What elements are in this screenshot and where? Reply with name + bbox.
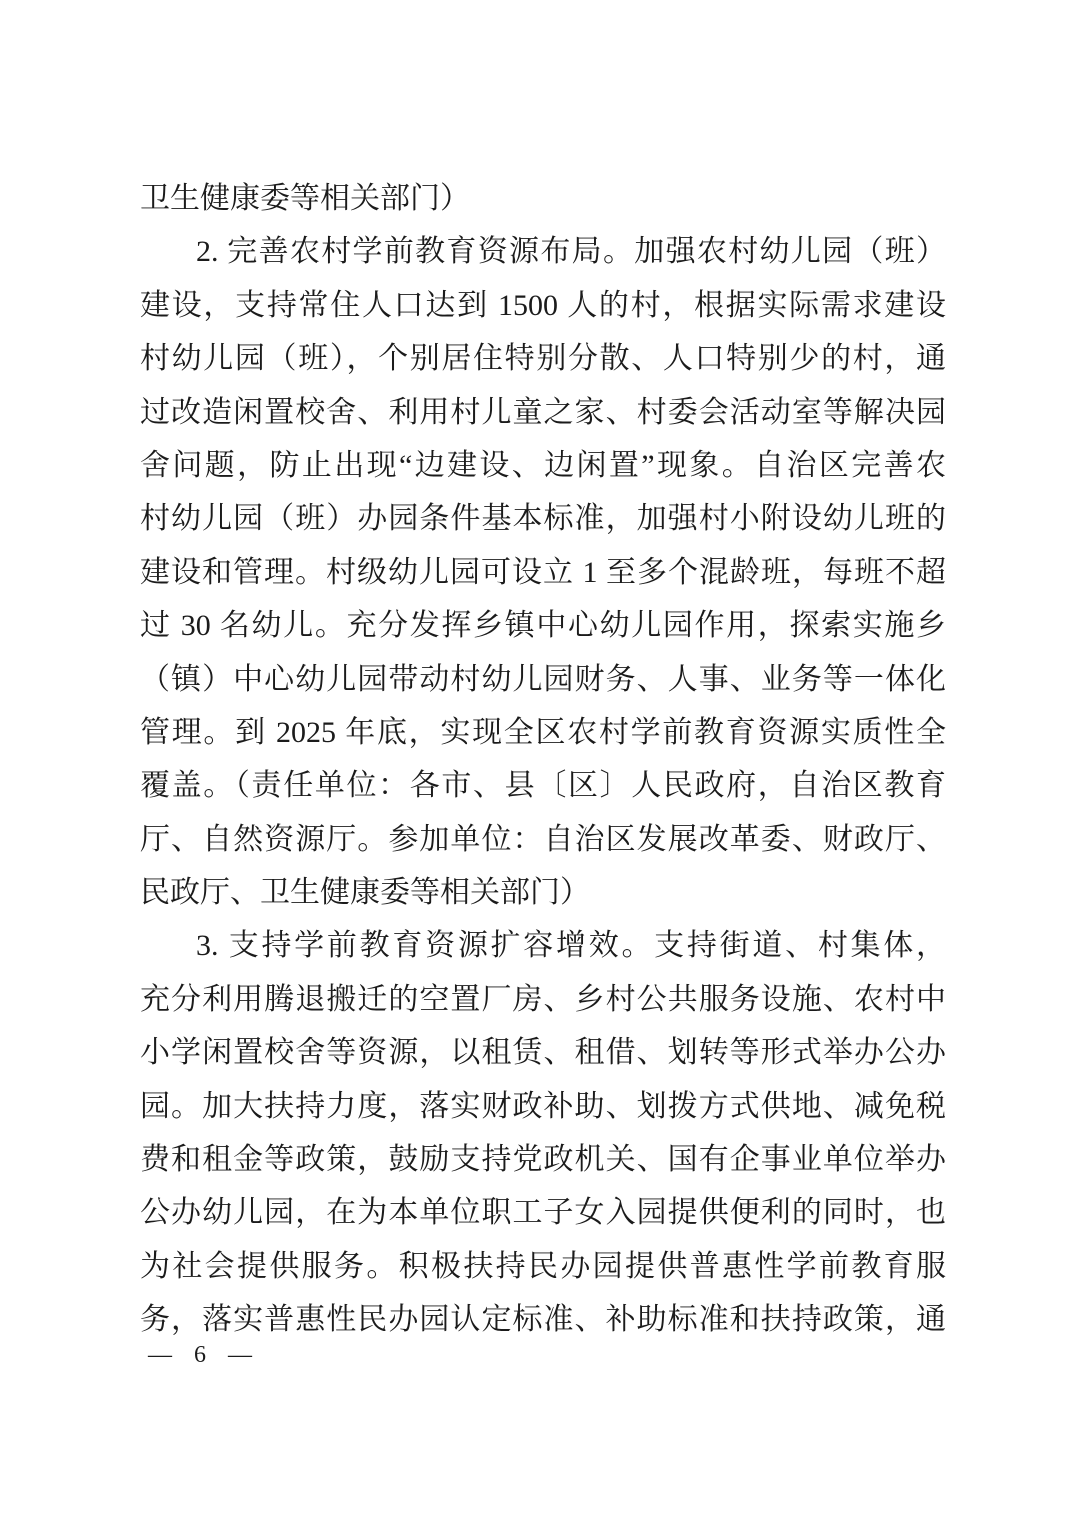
text-line-paragraph-2-start: 2. 完善农村学前教育资源布局。加强农村幼儿园（班） [196,235,946,269]
text-line: 村幼儿园（班）办园条件基本标准，加强村小附设幼儿班的 [140,502,946,536]
text-line: 覆盖。（责任单位：各市、县〔区〕人民政府，自治区教育 [140,769,946,803]
text-line-paragraph-3-start: 3. 支持学前教育资源扩容增效。支持街道、村集体， [196,929,946,963]
text-line: 费和租金等政策，鼓励支持党政机关、国有企事业单位举办 [140,1143,946,1177]
text-line: 过 30 名幼儿。充分发挥乡镇中心幼儿园作用，探索实施乡 [140,609,946,643]
text-line: 舍问题，防止出现“边建设、边闲置”现象。自治区完善农 [140,448,946,482]
text-line: 建设，支持常住人口达到 1500 人的村，根据实际需求建设 [140,288,946,322]
text-line: 为社会提供服务。积极扶持民办园提供普惠性学前教育服 [140,1249,946,1283]
text-line: 管理。到 2025 年底，实现全区农村学前教育资源实质性全 [140,715,946,749]
text-line: 村幼儿园（班），个别居住特别分散、人口特别少的村，通 [140,342,946,376]
text-line: 厅、自然资源厅。参加单位：自治区发展改革委、财政厅、 [140,822,946,856]
text-line: （镇）中心幼儿园带动村幼儿园财务、人事、业务等一体化 [140,662,946,696]
page-number-text: — 6 — [148,1342,252,1368]
text-line: 园。加大扶持力度，落实财政补助、划拨方式供地、减免税 [140,1089,946,1123]
text-line: 小学闲置校舍等资源，以租赁、租借、划转等形式举办公办 [140,1036,946,1070]
text-line: 公办幼儿园，在为本单位职工子女入园提供便利的同时，也 [140,1196,946,1230]
text-line: 卫生健康委等相关部门） [140,182,470,215]
text-line: 过改造闲置校舍、利用村儿童之家、村委会活动室等解决园 [140,395,946,429]
text-line: 建设和管理。村级幼儿园可设立 1 至多个混龄班，每班不超 [140,555,946,589]
text-line: 民政厅、卫生健康委等相关部门） [140,876,590,910]
document-body [140,172,946,1347]
page-number [148,1340,252,1370]
text-line: 充分利用腾退搬迁的空置厂房、乡村公共服务设施、农村中 [140,982,946,1016]
text-line: 务，落实普惠性民办园认定标准、补助标准和扶持政策，通 [140,1303,946,1337]
